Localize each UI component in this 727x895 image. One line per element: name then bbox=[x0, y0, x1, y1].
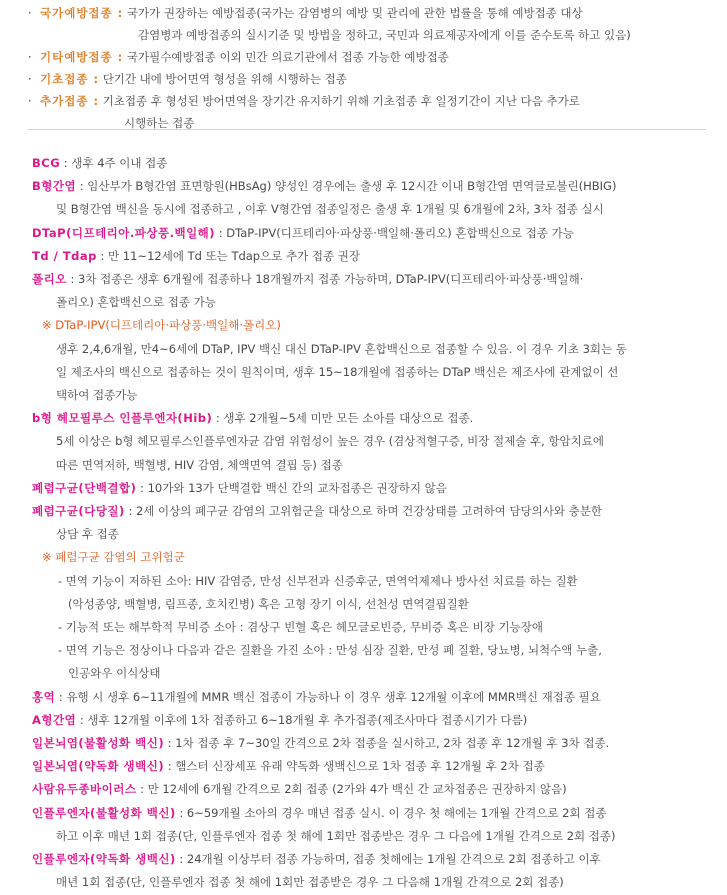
entry-hib bbox=[32, 407, 722, 477]
entry-polio bbox=[32, 268, 722, 314]
definition-text: 기초접종 후 형성된 방어면역을 장기간 유지하기 위해 기초접종 후 일정기간이 지난 다음 추가로 bbox=[102, 94, 580, 108]
entry-hepb bbox=[32, 175, 722, 221]
entry-term: 인플루엔자(불활성화 백신) bbox=[32, 805, 176, 820]
definition-text-cont: 감염병과 예방접종의 실시기준 및 방법을 정하고, 국민과 의료제공자에게 이를 준수토록 하고 있음) bbox=[138, 28, 631, 42]
entry-term: 인플루엔자(약독화 생백신) bbox=[32, 852, 176, 867]
entry-term: 사람유두종바이러스 bbox=[32, 782, 137, 797]
entry-hepa bbox=[32, 709, 722, 732]
entry-term: 일본뇌염(약독화 생백신) bbox=[32, 759, 165, 774]
entry-term: A형간염 bbox=[32, 712, 77, 727]
definition-term: 국가예방접종 : bbox=[40, 6, 124, 20]
entry-text-cont: 및 B형간염 백신을 동시에 접종하고 , 이후 V형간염 접종일정은 출생 후 1개월 및 6개월에 2차, 3차 접종 실시 bbox=[56, 202, 604, 217]
definition-term: 기초접종 : bbox=[40, 72, 100, 86]
note-dtap-ipv-line: 일 제조사의 백신으로 접종하는 것이 원칙이며, 생후 15~18개월에 접종하는 DTaP 백신은 제조사에 관계없이 선 bbox=[56, 364, 619, 379]
entry-text: : 생후 2개월~5세 미만 모든 소아를 대상으로 접종. bbox=[212, 411, 474, 426]
entry-term: 폐렴구균(다당질) bbox=[32, 504, 125, 519]
high-risk-item bbox=[32, 570, 722, 616]
entry-term: 홍역 bbox=[32, 689, 56, 704]
entry-term: BCG bbox=[32, 156, 61, 170]
entry-text-cont: 따른 면역저하, 백혈병, HIV 감염, 체액면역 결핍 등) 접종 bbox=[56, 457, 343, 472]
definition-term: 추가접종 : bbox=[40, 94, 100, 108]
definitions-list bbox=[28, 2, 718, 134]
entry-pneumo-conjugate bbox=[32, 477, 722, 500]
note-dtap-ipv-line: 택하여 접종가능 bbox=[56, 388, 138, 403]
definition-text: 국가가 권장하는 예방접종(국가는 감염병의 예방 및 관리에 관한 법률을 통해 예방접종 대상 bbox=[126, 6, 583, 20]
entry-text: : 3차 접종은 생후 6개월에 접종하나 18개월까지 접종 가능하며, DTaP-IPV(디프테리아·파상풍·백일해· bbox=[66, 272, 584, 287]
entry-term: 폴리오 bbox=[32, 272, 67, 287]
entry-td bbox=[32, 245, 722, 268]
note-high-risk-title: ※ 폐렴구균 감염의 고위험군 bbox=[42, 550, 185, 565]
definition-booster bbox=[28, 90, 718, 134]
bullet-icon: · bbox=[28, 50, 32, 64]
high-risk-text: - 면역 기능이 저하된 소아: HIV 감염증, 만성 신부전과 신증후군, 면역억제제나 방사선 치료를 하는 질환 bbox=[58, 573, 578, 588]
definition-text: 단기간 내에 방어면역 형성을 위해 시행하는 접종 bbox=[102, 72, 347, 86]
definition-other bbox=[28, 46, 718, 68]
entry-text: : 10가와 13가 단백결합 백신 간의 교차접종은 권장하지 않음 bbox=[136, 480, 447, 495]
vaccine-notes bbox=[32, 152, 722, 895]
entry-text-cont: 하고 이후 매년 1회 접종(단, 인플루엔자 접종 첫 해에 1회만 접종받은 경우 그 다음에 1개월 간격으로 2회 접종) bbox=[56, 828, 616, 843]
entry-term: B형간염 bbox=[32, 179, 77, 194]
entry-term: DTaP(디프테리아.파상풍.백일해) bbox=[32, 225, 216, 240]
entry-text: : 생후 12개월 이후에 1차 접종하고 6~18개월 후 추가접종(제조사마다 접종시기가 다름) bbox=[76, 712, 528, 727]
entry-pneumo-polysaccharide bbox=[32, 500, 722, 546]
definition-term: 기타예방접종 : bbox=[40, 50, 124, 64]
note-dtap-ipv-title: ※ DTaP-IPV(디프테리아·파상풍·백일해·폴리오) bbox=[42, 318, 281, 333]
entry-text-cont: 폴리오) 혼합백신으로 접종 가능 bbox=[56, 295, 216, 310]
entry-je-live bbox=[32, 755, 722, 778]
definition-primary bbox=[28, 68, 718, 90]
entry-term: b형 헤모필루스 인플루엔자(Hib) bbox=[32, 411, 213, 426]
section-divider bbox=[28, 129, 706, 130]
entry-text-cont: 매년 1회 접종(단, 인플루엔자 접종 첫 해에 1회만 접종받은 경우 그 다음해 1개월 간격으로 2회 접종) bbox=[56, 875, 564, 890]
entry-flu-inactivated bbox=[32, 802, 722, 848]
entry-measles bbox=[32, 686, 722, 709]
definition-text-cont: 시행하는 접종 bbox=[124, 116, 195, 130]
entry-text-cont: 상담 후 접종 bbox=[56, 527, 119, 542]
entry-je-inactivated bbox=[32, 732, 722, 755]
entry-term: 폐렴구균(단백결합) bbox=[32, 480, 137, 495]
definition-national bbox=[28, 2, 718, 46]
high-risk-item bbox=[32, 639, 722, 685]
bullet-icon: · bbox=[28, 72, 32, 86]
entry-text-cont: 5세 이상은 b형 헤모필루스인플루엔자균 감염 위험성이 높은 경우 (겸상적혈구증, 비장 절제술 후, 항암치료에 bbox=[56, 434, 604, 449]
high-risk-item bbox=[32, 616, 722, 639]
entry-text: : DTaP-IPV(디프테리아·파상풍·백일해·폴리오) 혼합백신으로 접종 가능 bbox=[215, 225, 574, 240]
high-risk-text-cont: (악성종양, 백혈병, 림프종, 호치킨병) 혹은 고형 장기 이식, 선천성 면역결핍질환 bbox=[68, 596, 469, 611]
entry-text: : 유행 시 생후 6~11개월에 MMR 백신 접종이 가능하나 이 경우 생후 12개월 이후에 MMR백신 재접종 필요 bbox=[55, 689, 601, 704]
definition-text: 국가필수예방접종 이외 민간 의료기관에서 접종 가능한 예방접종 bbox=[126, 50, 449, 64]
entry-text: : 임산부가 B형간염 표면항원(HBsAg) 양성인 경우에는 출생 후 12시간 이내 B형간염 면역글로불린(HBIG) bbox=[76, 179, 617, 194]
entry-dtap bbox=[32, 222, 722, 245]
bullet-icon: · bbox=[28, 94, 32, 108]
entry-hpv bbox=[32, 778, 722, 801]
entry-flu-live bbox=[32, 848, 722, 894]
entry-term: 일본뇌염(불활성화 백신) bbox=[32, 736, 165, 751]
entry-text: : 만 12세에 6개월 간격으로 2회 접종 (2가와 4가 백신 간 교차접종은 권장하지 않음) bbox=[136, 782, 567, 797]
high-risk-text: - 면역 기능은 정상이나 다음과 같은 질환을 가진 소아 : 만성 심장 질환, 만성 폐 질환, 당뇨병, 뇌척수액 누출, bbox=[58, 643, 602, 658]
entry-text: : 만 11~12세에 Td 또는 Tdap으로 추가 접종 권장 bbox=[96, 248, 360, 263]
entry-text: : 24개월 이상부터 접종 가능하며, 접종 첫해에는 1개월 간격으로 2회 접종하고 이후 bbox=[175, 852, 601, 867]
entry-term: Td / Tdap bbox=[32, 248, 97, 263]
entry-bcg bbox=[32, 152, 722, 175]
entry-text: : 생후 4주 이내 접종 bbox=[60, 156, 168, 170]
entry-text: : 햄스터 신장세포 유래 약독화 생백신으로 1차 접종 후 12개월 후 2차 접종 bbox=[164, 759, 545, 774]
entry-text: : 6~59개월 소아의 경우 매년 접종 실시. 이 경우 첫 해에는 1개월 간격으로 2회 접종 bbox=[175, 805, 607, 820]
entry-text: : 1차 접종 후 7~30일 간격으로 2차 접종을 실시하고, 2차 접종 후 12개월 후 3차 접종. bbox=[164, 736, 610, 751]
entry-text: : 2세 이상의 폐구균 감염의 고위험군을 대상으로 하며 건강상태를 고려하여 담당의사와 충분한 bbox=[124, 504, 602, 519]
high-risk-text: - 기능적 또는 해부학적 무비증 소아 : 겸상구 빈혈 혹은 헤모글로빈증, 무비증 혹은 비장 기능장애 bbox=[58, 620, 543, 635]
high-risk-text-cont: 인공와우 이식상태 bbox=[68, 666, 161, 681]
bullet-icon: · bbox=[28, 6, 32, 20]
note-dtap-ipv-line: 생후 2,4,6개월, 만4~6세에 DTaP, IPV 백신 대신 DTaP-IPV 혼합백신으로 접종할 수 있음. 이 경우 기초 3회는 동 bbox=[56, 341, 627, 356]
